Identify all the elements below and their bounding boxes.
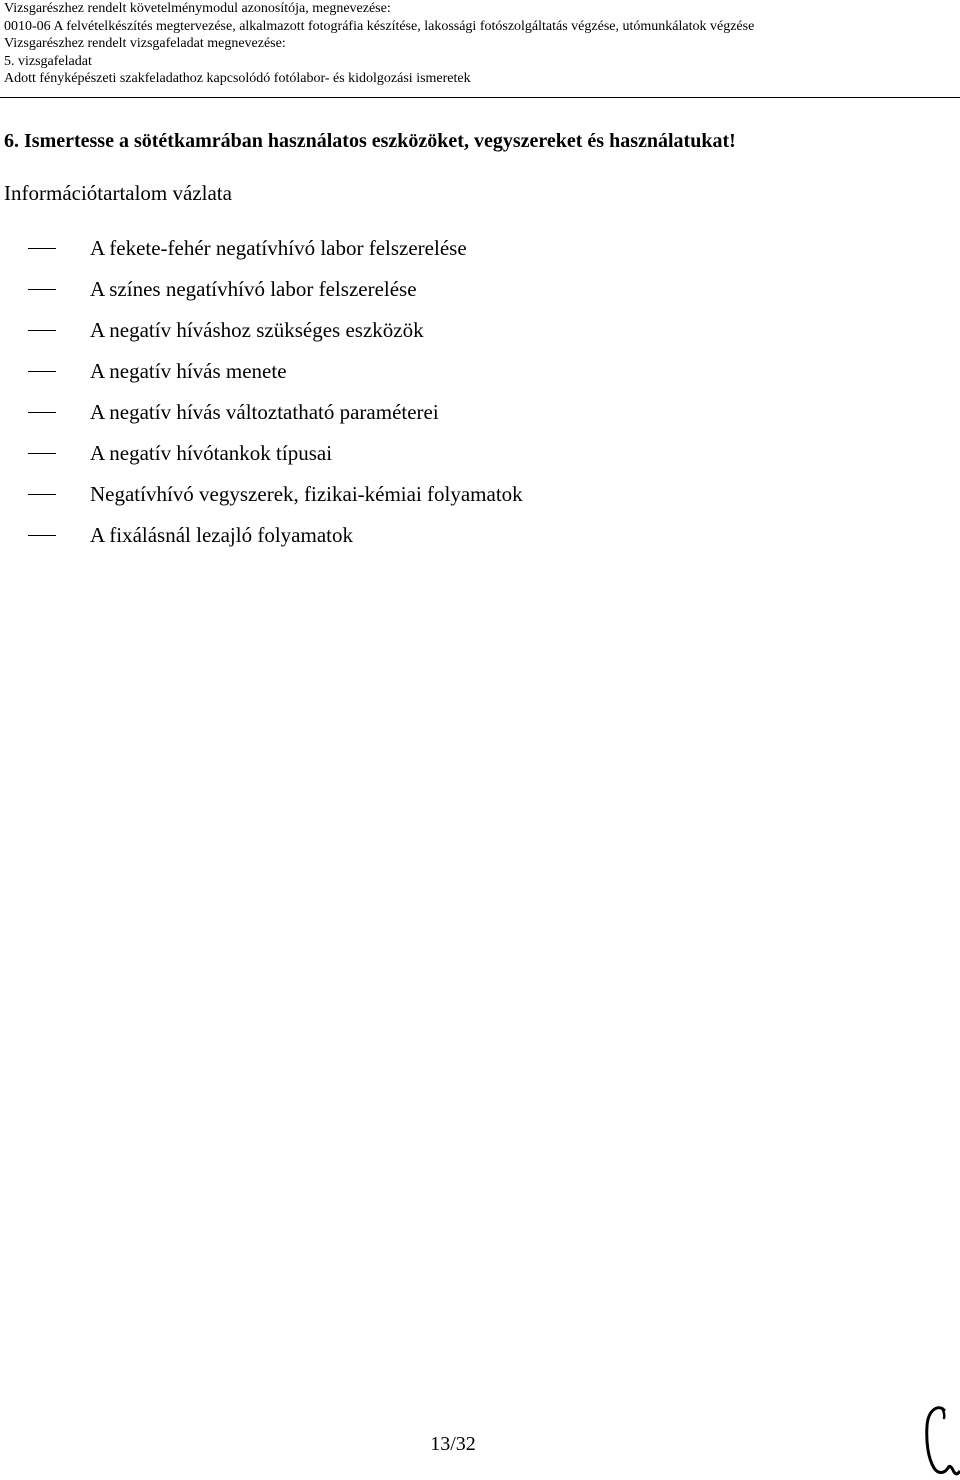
outline-title: Információtartalom vázlata (4, 181, 232, 205)
dash-bullet-icon (28, 412, 56, 413)
page-header (4, 0, 954, 88)
header-module-label: Vizsgarészhez rendelt követelménymodul azonosítója, megnevezése: (4, 1, 391, 16)
dash-bullet-icon (28, 248, 56, 249)
dash-bullet-icon (28, 371, 56, 372)
header-task-name: Adott fényképészeti szakfeladathoz kapcsolódó fotólabor- és kidolgozási ismeretek (4, 71, 471, 86)
dash-bullet-icon (28, 289, 56, 290)
question-title: 6. Ismertesse a sötétkamrában használatos eszközöket, vegyszereket és használatukat! (4, 130, 736, 152)
outline-item-text: A negatív hívás változtatható paraméterei (90, 400, 439, 424)
header-task-label: Vizsgarészhez rendelt vizsgafeladat megnevezése: (4, 36, 286, 51)
outline-item-text: A fixálásnál lezajló folyamatok (90, 523, 353, 547)
outline-item-text: A negatív hívótankok típusai (90, 441, 333, 465)
handwritten-signature (918, 1402, 960, 1480)
header-task-number: 5. vizsgafeladat (4, 53, 92, 69)
outline-item-text: Negatívhívó vegyszerek, fizikai-kémiai folyamatok (90, 482, 523, 506)
outline-item-text: A negatív híváshoz szükséges eszközök (90, 318, 424, 342)
dash-bullet-icon (28, 330, 56, 331)
outline-item-text: A színes negatívhívó labor felszerelése (90, 277, 417, 301)
header-module-name: 0010-06 A felvételkészítés megtervezése, alkalmazott fotográfia készítése, lakossági fotószolgáltatás végzése, utómunkálatok végzése (4, 18, 755, 34)
dash-bullet-icon (28, 494, 56, 495)
outline-item-text: A negatív hívás menete (90, 359, 287, 383)
page-number: 13/32 (430, 1433, 476, 1455)
dash-bullet-icon (28, 535, 56, 536)
dash-bullet-icon (28, 453, 56, 454)
header-divider (0, 97, 960, 98)
outline-item-text: A fekete-fehér negatívhívó labor felszerelése (90, 236, 467, 260)
